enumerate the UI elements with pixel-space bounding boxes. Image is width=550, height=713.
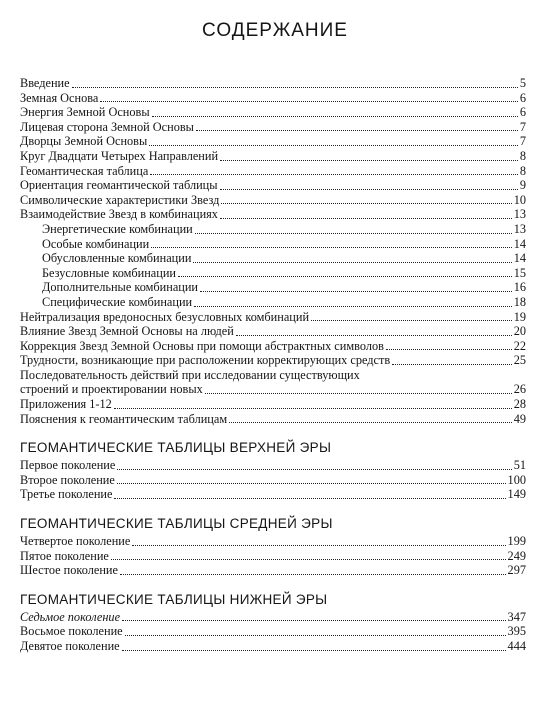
section-heading: ГЕОМАНТИЧЕСКИЕ ТАБЛИЦЫ НИЖНЕЙ ЭРЫ xyxy=(20,591,328,607)
toc-entry-page: 444 xyxy=(507,639,526,653)
toc-entry[interactable] xyxy=(20,91,526,106)
dot-leader xyxy=(151,237,512,248)
toc-entry-label: Введение xyxy=(20,76,70,90)
toc-entry-page: 13 xyxy=(513,207,526,222)
toc-entry-label: Энергия Земной Основы xyxy=(20,105,150,120)
sub-entries xyxy=(20,222,526,310)
toc-entry-label-line1: Последовательность действий при исследовании существующих xyxy=(20,367,360,382)
toc-entry-label: Трудности, возникающие при расположении корректирующих средств xyxy=(20,353,391,368)
dot-leader xyxy=(220,179,518,190)
toc-entry[interactable] xyxy=(20,193,526,208)
toc-entry-page: 7 xyxy=(519,119,526,134)
toc-entry-page: 6 xyxy=(519,105,526,120)
section-heading: ГЕОМАНТИЧЕСКИЕ ТАБЛИЦЫ ВЕРХНЕЙ ЭРЫ xyxy=(20,440,332,456)
toc-entry-page: 19 xyxy=(513,309,526,324)
toc-entry-page: 100 xyxy=(507,472,526,487)
toc-entry-page: 14 xyxy=(513,251,526,266)
dot-leader xyxy=(220,208,512,219)
toc-entry-multiline[interactable] xyxy=(20,368,526,397)
toc-entry-label: Земная Основа xyxy=(20,90,99,105)
toc-entry[interactable] xyxy=(20,324,526,339)
toc-entry-label: Нейтрализация вредоносных безусловных комбинаций xyxy=(20,309,310,324)
toc-entry-page: 26 xyxy=(513,382,526,397)
toc-entry-label: Шестое поколение xyxy=(20,563,118,578)
toc-entry-label: Геомантическая таблица xyxy=(20,163,149,178)
toc-subentry[interactable] xyxy=(20,251,526,266)
toc-entry-page: 10 xyxy=(513,192,526,207)
dot-leader xyxy=(152,106,518,117)
toc-entry-label: Дворцы Земной Основы xyxy=(20,134,148,149)
dot-leader xyxy=(392,354,512,365)
toc-subentry[interactable] xyxy=(20,266,526,281)
toc-entry-label: Пятое поколение xyxy=(20,548,109,563)
toc-entry-page: 20 xyxy=(513,324,526,339)
toc-entry[interactable] xyxy=(20,164,526,179)
section-heading: ГЕОМАНТИЧЕСКИЕ ТАБЛИЦЫ СРЕДНЕЙ ЭРЫ xyxy=(20,516,333,532)
toc-entry-label: Четвертое поколение xyxy=(20,534,131,549)
toc-entry-page: 18 xyxy=(513,294,526,309)
toc-entry[interactable] xyxy=(20,639,526,654)
dot-leader xyxy=(200,281,512,292)
toc-entry[interactable] xyxy=(20,534,526,549)
toc-entry-page: 16 xyxy=(513,280,526,295)
toc-entry-label: Безусловные комбинации xyxy=(42,265,177,280)
toc-entry-page: 9 xyxy=(519,178,526,193)
table-of-contents xyxy=(20,76,526,654)
dot-leader xyxy=(196,120,518,131)
dot-leader xyxy=(122,640,506,651)
toc-entry[interactable] xyxy=(20,178,526,193)
toc-entry-label: Влияние Звезд Земной Основы на людей xyxy=(20,324,234,339)
toc-entry[interactable] xyxy=(20,149,526,164)
toc-entry[interactable] xyxy=(20,310,526,325)
toc-entry-page: 347 xyxy=(507,609,526,624)
dot-leader xyxy=(114,398,512,409)
toc-entry-page: 395 xyxy=(507,624,526,639)
dot-leader xyxy=(236,325,512,336)
dot-leader xyxy=(221,193,511,204)
toc-entry[interactable] xyxy=(20,397,526,412)
toc-entry[interactable] xyxy=(20,563,526,578)
toc-entry-label: Специфические комбинации xyxy=(42,294,193,309)
dot-leader xyxy=(120,564,506,575)
toc-entry[interactable] xyxy=(20,120,526,135)
toc-entry-label: Круг Двадцати Четырех Направлений xyxy=(20,148,219,163)
toc-entry-page: 297 xyxy=(507,563,526,578)
toc-entry-label-line2: строений и проектировании новых xyxy=(20,382,203,397)
toc-entry-label: Седьмое поколение xyxy=(20,609,121,624)
toc-entry-label: Обусловленные комбинации xyxy=(42,251,192,266)
toc-entry-page: 22 xyxy=(513,338,526,353)
toc-entry-page: 28 xyxy=(513,397,526,412)
toc-entry[interactable] xyxy=(20,458,526,473)
dot-leader xyxy=(220,150,518,161)
toc-entry[interactable] xyxy=(20,76,526,91)
toc-entry[interactable] xyxy=(20,339,526,354)
dot-leader xyxy=(100,91,518,102)
toc-entry-label: Второе поколение xyxy=(20,472,115,487)
dot-leader xyxy=(178,266,512,277)
dot-leader xyxy=(195,223,512,234)
toc-subentry[interactable] xyxy=(20,237,526,252)
dot-leader xyxy=(72,77,518,88)
main-entries xyxy=(20,76,526,222)
toc-entry-page: 199 xyxy=(507,534,526,549)
dot-leader xyxy=(229,412,512,423)
toc-entry-page: 149 xyxy=(507,487,526,502)
dot-leader xyxy=(150,164,518,175)
toc-subentry[interactable] xyxy=(20,222,526,237)
dot-leader xyxy=(194,296,512,307)
dot-leader xyxy=(193,252,511,263)
toc-entry-label: Приложения 1-12 xyxy=(20,397,112,412)
page-title: СОДЕРЖАНИЕ xyxy=(202,20,348,41)
toc-entry-page: 249 xyxy=(507,548,526,563)
toc-entry-page: 14 xyxy=(513,236,526,251)
toc-entry-page: 51 xyxy=(513,458,526,473)
toc-entry-label: Лицевая сторона Земной Основы xyxy=(20,119,194,134)
dot-leader xyxy=(311,310,512,321)
toc-entry[interactable] xyxy=(20,412,526,427)
toc-entry-label: Ориентация геомантической таблицы xyxy=(20,178,218,193)
dot-leader xyxy=(386,339,512,350)
toc-entry-label: Особые комбинации xyxy=(42,236,150,251)
dot-leader xyxy=(114,488,505,499)
dot-leader xyxy=(132,535,505,546)
dot-leader xyxy=(117,473,506,484)
era-sections xyxy=(20,440,526,653)
more-entries xyxy=(20,310,526,368)
toc-entry[interactable] xyxy=(20,207,526,222)
toc-entry-label: Восьмое поколение xyxy=(20,624,123,639)
toc-entry[interactable] xyxy=(20,487,526,502)
toc-entry[interactable] xyxy=(20,624,526,639)
tail-entries xyxy=(20,397,526,426)
toc-subentry[interactable] xyxy=(20,295,526,310)
toc-entry-label: Девятое поколение xyxy=(20,639,120,653)
dot-leader xyxy=(149,135,518,146)
toc-entry[interactable] xyxy=(20,105,526,120)
toc-entry[interactable] xyxy=(20,353,526,368)
toc-entry-page: 49 xyxy=(513,411,526,426)
toc-entry-label: Символические характеристики Звезд xyxy=(20,192,220,207)
toc-entry[interactable] xyxy=(20,134,526,149)
toc-entry-page: 6 xyxy=(519,90,526,105)
toc-entry-label: Пояснения к геомантическим таблицам xyxy=(20,411,228,426)
toc-entry-label: Дополнительные комбинации xyxy=(42,280,199,295)
toc-subentry[interactable] xyxy=(20,280,526,295)
dot-leader xyxy=(125,625,506,636)
toc-entry-page: 8 xyxy=(519,163,526,178)
toc-entry-label: Коррекция Звезд Земной Основы при помощи абстрактных символов xyxy=(20,338,384,353)
toc-entry-label: Взаимодействие Звезд в комбинациях xyxy=(20,207,218,222)
toc-entry-page: 15 xyxy=(513,265,526,280)
dot-leader xyxy=(205,383,512,394)
toc-entry[interactable] xyxy=(20,549,526,564)
dot-leader xyxy=(122,610,506,621)
toc-entry-page: 8 xyxy=(519,148,526,163)
toc-entry-label: Первое поколение xyxy=(20,458,116,473)
toc-entry[interactable] xyxy=(20,473,526,488)
toc-entry[interactable] xyxy=(20,610,526,625)
toc-entry-line2 xyxy=(20,382,526,397)
toc-entry-page: 7 xyxy=(519,134,526,149)
dot-leader xyxy=(111,549,506,560)
toc-entry-page: 5 xyxy=(519,76,526,90)
toc-entry-label: Третье поколение xyxy=(20,487,113,502)
toc-entry-page: 13 xyxy=(513,221,526,236)
dot-leader xyxy=(117,459,511,470)
toc-entry-label: Энергетические комбинации xyxy=(42,221,193,236)
toc-entry-page: 25 xyxy=(513,353,526,368)
